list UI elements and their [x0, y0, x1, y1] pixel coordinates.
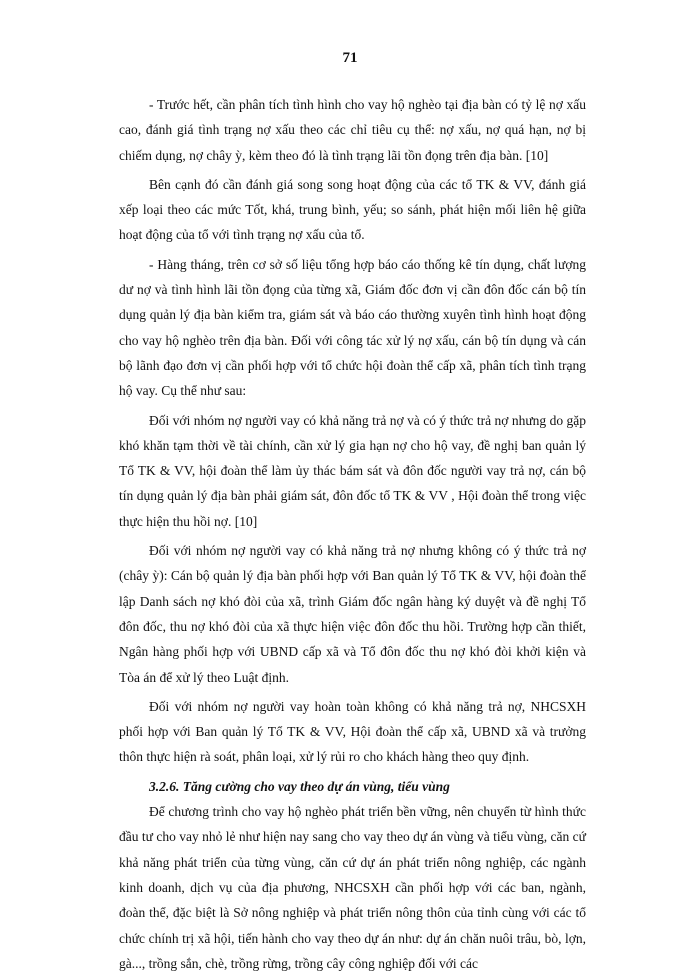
paragraph-unable-borrowers: Đối với nhóm nợ người vay hoàn toàn không có khả năng trả nợ, NHCSXH phối hợp với Ban quản lý Tổ TK & VV, Hội đoàn thể cấp xã, UBND xã và trưởng thôn thực hiện rà soát, phân loại, xử lý rủi ro cho khách hàng theo quy định. [119, 698, 586, 765]
paragraph-bad-debt-analysis: - Trước hết, cần phân tích tình hình cho vay hộ nghèo tại địa bàn có tỷ lệ nợ xấu cao, đánh giá tình trạng nợ xấu theo các chỉ tiêu cụ thể: nợ xấu, nợ quá hạn, nợ bị chiếm dụng, nợ chây ỳ, kèm theo đó là tình trạng lãi tồn đọng trên địa bàn. [10] [119, 97, 586, 163]
paragraph-able-willing-borrowers: Đối với nhóm nợ người vay có khả năng trả nợ và có ý thức trả nợ nhưng do gặp khó khăn tạm thời về tài chính, cần xử lý gia hạn nợ cho hộ vay, đề nghị ban quản lý Tổ TK & VV, hội đoàn thể làm ủy thác bám sát và đôn đốc người vay trả nợ, cán bộ tín dụng quản lý địa bàn phải giám sát, đôn đốc tổ TK & VV , Hội đoàn thể trong việc thực hiện thu hồi nợ. [10] [119, 412, 586, 529]
document-body [119, 92, 586, 980]
paragraph-monthly-review: - Hàng tháng, trên cơ sở số liệu tổng hợp báo cáo thống kê tín dụng, chất lượng dư nợ và tình hình lãi tồn đọng của từng xã, Giám đốc đơn vị cần đôn đốc cán bộ tín dụng quản lý địa bàn kiểm tra, giám sát và báo cáo thường xuyên tình hình hoạt động cho vay hộ nghèo trên địa bàn. Đối với công tác xử lý nợ xấu, cán bộ tín dụng và cán bộ lãnh đạo đơn vị cần phối hợp với tổ chức hội đoàn thể cấp xã, phân tích tình trạng hộ vay. Cụ thể như sau: [119, 256, 586, 399]
paragraph-group-evaluation: Bên cạnh đó cần đánh giá song song hoạt động của các tổ TK & VV, đánh giá xếp loại theo các mức Tốt, khá, trung bình, yếu; so sánh, phát hiện mối liên hệ giữa hoạt động của tổ với tình trạng nợ xấu của tổ. [119, 176, 586, 243]
page-number: 71 [342, 50, 358, 66]
paragraph-regional-lending: Để chương trình cho vay hộ nghèo phát triển bền vững, nên chuyển từ hình thức đầu tư cho vay nhỏ lẻ như hiện nay sang cho vay theo dự án vùng và tiểu vùng, căn cứ khả năng phát triển của từng vùng, căn cứ dự án phát triển nông nghiệp, các ngành kinh doanh, dịch vụ của địa phương, NHCSXH cần phối hợp với các ban, ngành, đoàn thể, đặc biệt là Sở nông nghiệp và phát triển nông thôn của tỉnh cùng với các tổ chức chính trị xã hội, tiến hành cho vay theo dự án như: dự án chăn nuôi trâu, bò, lợn, gà..., trồng sắn, chè, trồng rừng, trồng cây công nghiệp đối với các [119, 804, 586, 971]
section-heading: 3.2.6. Tăng cường cho vay theo dự án vùng, tiểu vùng [149, 778, 450, 794]
paragraph-able-unwilling-borrowers: Đối với nhóm nợ người vay có khả năng trả nợ nhưng không có ý thức trả nợ (chây ỳ): Cán bộ quản lý địa bàn phối hợp với Ban quản lý Tổ TK & VV, hội đoàn thể lập Danh sách nợ khó đòi của xã, trình Giám đốc ngân hàng ký duyệt và đề nghị Tổ đôn đốc, thu nợ khó đòi của xã thực hiện việc đôn đốc thu hồi. Trường hợp cần thiết, Ngân hàng phối hợp với UBND cấp xã và Tổ đôn đốc thu nợ khó đòi khởi kiện và Tòa án để xử lý theo Luật định. [119, 543, 586, 685]
